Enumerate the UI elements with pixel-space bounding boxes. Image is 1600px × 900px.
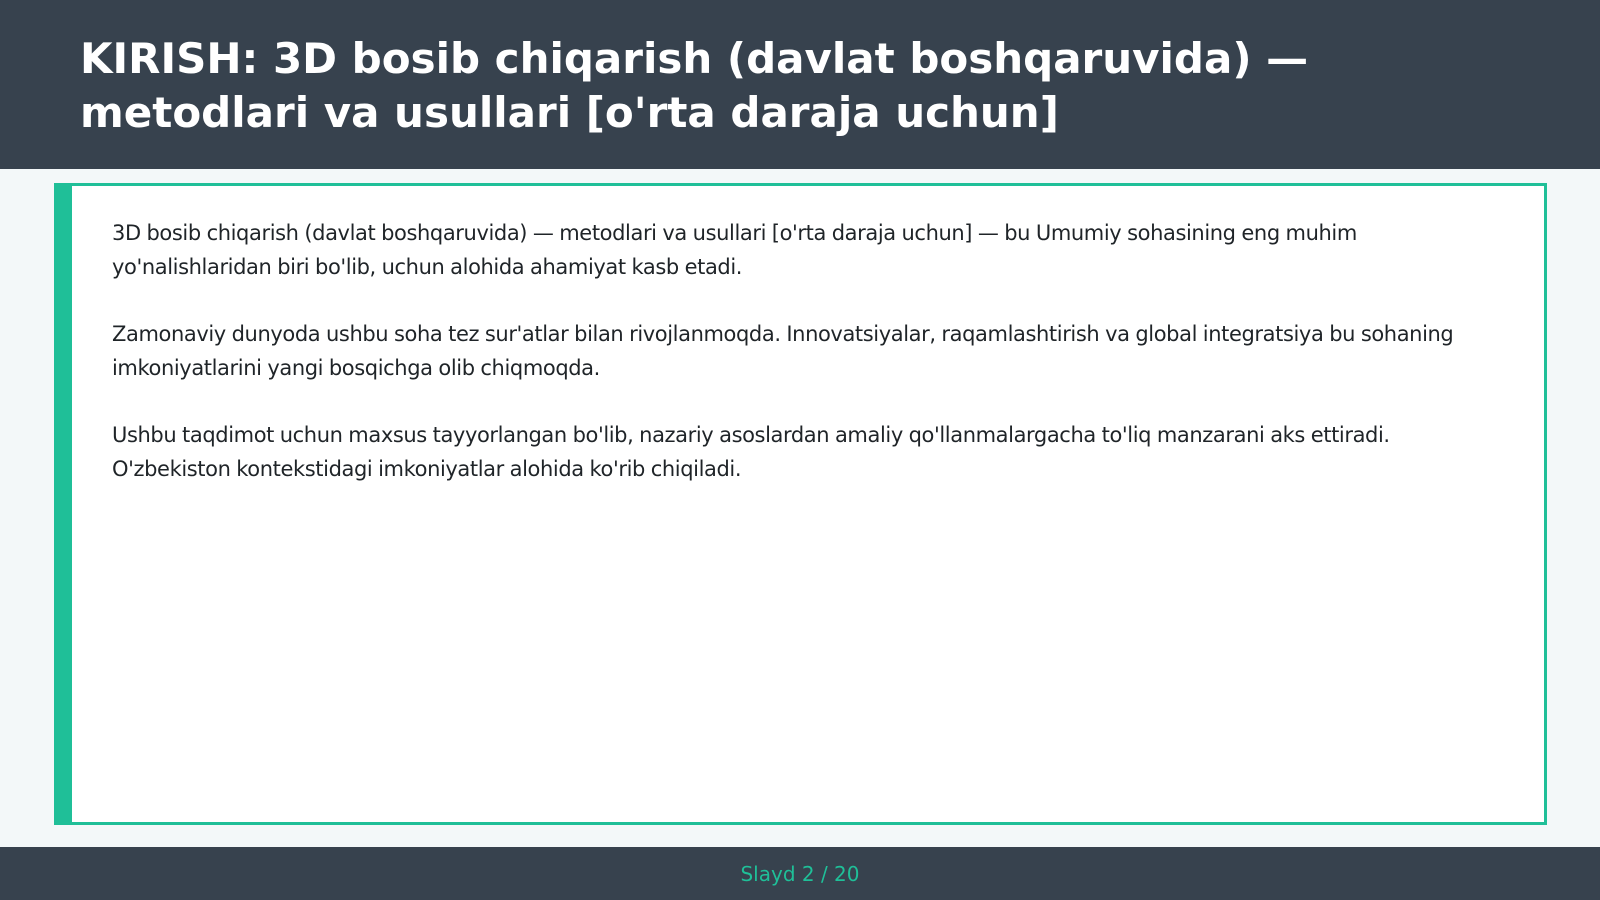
slide-title: KIRISH: 3D bosib chiqarish (davlat boshqaruvida) — metodlari va usullari [o'rta daraja uchun] [80, 34, 1309, 137]
slide-header [0, 0, 1600, 169]
paragraph-intro: 3D bosib chiqarish (davlat boshqaruvida) — metodlari va usullari [o'rta daraja uchun] — bu Umumiy sohasining eng muhim yo'nalishlaridan biri bo'lib, uchun alohida ahamiyat kasb etadi. [112, 221, 1357, 279]
content-card [54, 183, 1547, 825]
slide-footer [0, 847, 1600, 900]
paragraph-presentation-scope: Ushbu taqdimot uchun maxsus tayyorlangan bo'lib, nazariy asoslardan amaliy qo'llanmalargacha to'liq manzarani aks ettiradi. O'zbekiston kontekstidagi imkoniyatlar alohida ko'rib chiqiladi. [112, 423, 1390, 481]
paragraph-modern-world: Zamonaviy dunyoda ushbu soha tez sur'atlar bilan rivojlanmoqda. Innovatsiyalar, raqamlashtirish va global integratsiya bu sohaning imkoniyatlarini yangi bosqichga olib chiqmoqda. [112, 322, 1454, 380]
slide-number: Slayd 2 / 20 [740, 861, 860, 886]
